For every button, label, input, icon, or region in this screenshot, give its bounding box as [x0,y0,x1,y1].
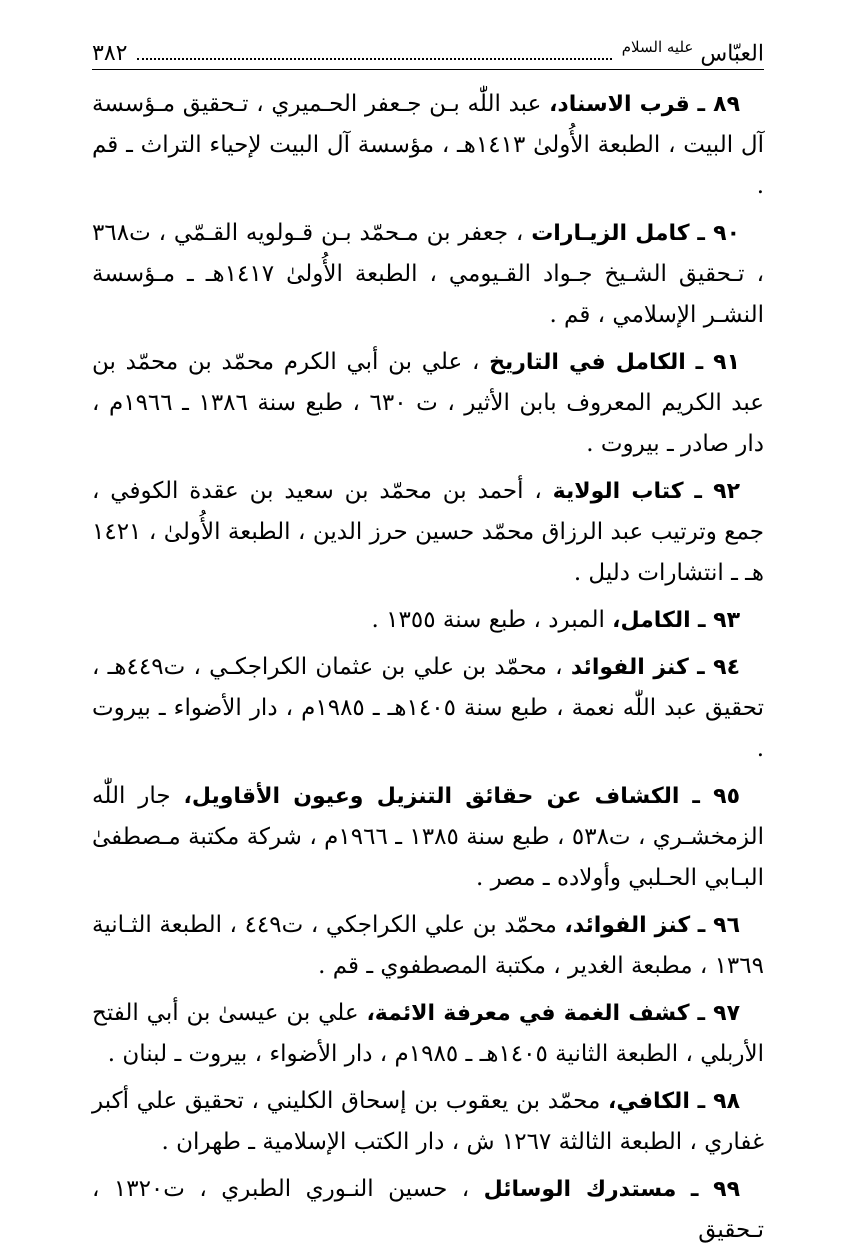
bibliography-entry [92,776,764,899]
entry-title: كامل الزيـارات [531,221,690,246]
bibliography-entry [92,647,764,770]
bibliography-entry [92,84,764,207]
entry-number: ٩٥ ـ [692,784,740,809]
entry-text: علي بن عيسىٰ بن أبي الفتح الأربلي ، الطبعة الثانية ١٤٠٥هـ ـ ١٩٨٥م ، دار الأضواء ، بيروت ـ لبنان . [92,1000,764,1067]
running-header [92,30,764,66]
bibliography-entry [92,1169,764,1251]
entry-text: محمّد بن يعقوب بن إسحاق الكليني ، تحقيق علي أكبر غفاري ، الطبعة الثالثة ١٢٦٧ ش ، دار الكتب الإسلامية ـ طهران . [92,1088,764,1155]
bibliography-list [92,84,764,1257]
entry-text: ، أحمد بن محمّد بن سعيد بن عقدة الكوفي ، جمع وترتيب عبد الرزاق محمّد حسين حرز الدين ، الطبعة الأُولىٰ ، ١٤٢١ هـ ـ انتشارات دليل . [92,478,764,586]
entry-text: عبد اللّٰه بـن جـعفر الحـميري ، تـحقيق مـؤسسة آل البيت ، الطبعة الأُولىٰ ١٤١٣هـ ، مؤسسة آل البيت لإحياء التراث ـ قم . [92,91,764,199]
entry-number: ٨٩ ـ [697,92,741,117]
entry-number: ٩١ ـ [695,350,740,375]
bibliography-entry [92,600,764,641]
entry-number: ٩٨ ـ [697,1089,740,1114]
entry-title: الكافي، [607,1089,690,1114]
entry-text: ، علي بن أبي الكرم محمّد بن محمّد بن عبد الكريم المعروف بابن الأثير ، ت ٦٣٠ ، طبع سنة ١٣٨٦ ـ ١٩٦٦م ، دار صادر ـ بيروت . [92,349,764,457]
entry-number: ٩٣ ـ [697,608,740,633]
header-rule [92,69,764,70]
bibliography-entry [92,1081,764,1163]
entry-title: كنز الفوائد، [564,913,691,938]
entry-text: ، جعفر بن مـحمّد بـن قـولويه القـمّي ، ت٣٦٨ ، تـحقيق الشـيخ جـواد القـيومي ، الطبعة الأُولىٰ ١٤١٧هـ ـ مـؤسسة النشـر الإسلامي ، قم . [92,220,765,328]
entry-number: ٩٦ ـ [697,913,741,938]
entry-title: كتاب الولاية [552,479,684,504]
entry-number: ٩٤ ـ [697,655,741,680]
entry-text: جار اللّٰه الزمخشـري ، ت٥٣٨ ، طبع سنة ١٣٨٥ ـ ١٩٦٦م ، شركة مكتبة مـصطفىٰ البـابي الحـلبي وأولاده ـ مصر . [92,783,764,891]
entry-number: ٩٩ ـ [690,1177,740,1202]
entry-number: ٩٧ ـ [697,1001,740,1026]
bibliography-entry [92,905,764,987]
entry-text: المبرد ، طبع سنة ١٣٥٥ . [371,607,613,633]
entry-title: مستدرك الوسائل [483,1177,677,1202]
entry-text: ، محمّد بن علي بن عثمان الكراجكـي ، ت٤٤٩هـ ، تحقيق عبد اللّٰه نعمة ، طبع سنة ١٤٠٥هـ ـ ١٩٨٥م ، دار الأضواء ـ بيروت . [92,654,765,762]
entry-title: قرب الاسناد، [549,92,690,117]
page-number: ٣٨٢ [92,41,128,66]
entry-text: ، حسين النـوري الطبري ، ت١٣٢٠ ، تـحقيق [92,1176,764,1243]
bibliography-entry [92,471,764,594]
entry-title: كشف الغمة في معرفة الائمة، [366,1001,690,1026]
entry-text: محمّد بن علي الكراجكي ، ت٤٤٩ ، الطبعة الثـانية ١٣٦٩ ، مطبعة الغدير ، مكتبة المصطفوي ـ قم . [92,912,764,979]
entry-number: ٩٢ ـ [694,479,740,504]
entry-title: كنز الفوائد [570,655,689,680]
entry-number: ٩٠ ـ [697,221,740,246]
header-dot-leader [137,58,611,60]
header-title: العبّاس [700,41,764,66]
bibliography-entry [92,213,764,336]
bibliography-entry [92,342,764,465]
bibliography-entry [92,993,764,1075]
entry-title: الكامل في التاريخ [489,350,686,375]
honorific-glyph: عليه السلام [621,37,694,56]
running-title [622,38,764,66]
entry-title: الكشاف عن حقائق التنزيل وعيون الأقاويل، [183,784,680,809]
entry-title: الكامل، [612,608,691,633]
